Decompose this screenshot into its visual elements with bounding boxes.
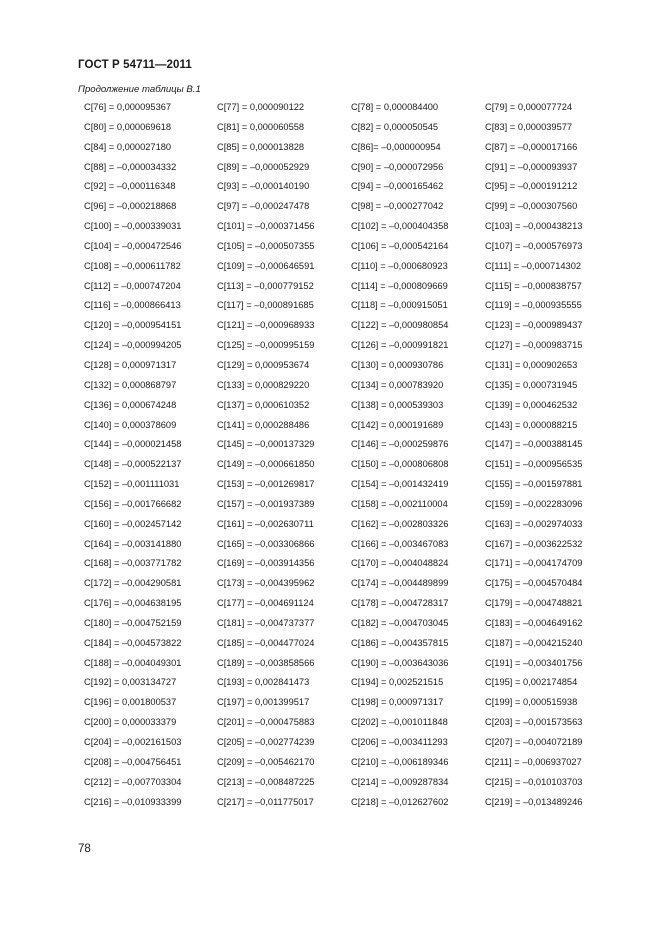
table-row (84, 634, 624, 654)
coefficient-cell: C[159] = –0,002283096 (485, 498, 583, 509)
coefficient-cell: C[120] = –0,000954151 (84, 320, 182, 331)
coefficient-cell: C[98] = –0,000277042 (351, 201, 444, 212)
coefficient-cell: C[173] = –0,004395962 (217, 578, 315, 589)
coefficient-cell: C[121] = –0,000968933 (217, 320, 315, 331)
table-row (84, 793, 624, 813)
table-row (84, 713, 624, 733)
coefficient-cell: C[211] = –0,006937027 (485, 756, 582, 767)
coefficient-cell: C[79] = 0,000077724 (485, 102, 573, 112)
coefficient-cell: C[188] = –0,004049301 (84, 657, 182, 668)
coefficient-cell: C[136] = 0,000674248 (84, 399, 177, 410)
coefficient-cell: C[149] = –0,000661850 (217, 459, 315, 470)
coefficient-cell: C[114] = –0,000809669 (351, 280, 448, 291)
table-row (84, 733, 624, 753)
coefficient-cell: C[134] = 0,000783920 (351, 379, 444, 390)
coefficient-cell: C[192] = 0,003134727 (84, 677, 177, 688)
coefficient-cell: C[106] = –0,000542164 (351, 240, 449, 251)
coefficient-cell: C[129] = 0,000953674 (217, 359, 310, 370)
coefficient-cell: C[77] = 0,000090122 (217, 102, 305, 112)
coefficient-cell: C[132] = 0,000868797 (84, 379, 177, 390)
table-row (84, 515, 624, 535)
table-row (84, 535, 624, 555)
table-row (84, 495, 624, 515)
coefficient-cell: C[186] = –0,004357815 (351, 637, 449, 648)
coefficient-cell: C[204] = –0,002161503 (84, 737, 182, 747)
coefficient-cell: C[82] = 0,000050545 (351, 121, 439, 132)
table-row (84, 356, 624, 376)
coefficient-cell: C[212] = –0,007703304 (84, 776, 182, 787)
coefficient-table (84, 98, 624, 812)
coefficient-cell: C[140] = 0,000378609 (84, 419, 177, 430)
coefficient-cell: C[180] = –0,004752159 (84, 617, 182, 628)
table-row (84, 177, 624, 197)
coefficient-cell: C[189] = –0,003858566 (217, 657, 315, 668)
coefficient-cell: C[96] = –0,000218868 (84, 201, 177, 212)
coefficient-cell: C[158] = –0,002110004 (351, 498, 448, 509)
coefficient-cell: C[105] = –0,000507355 (217, 240, 315, 251)
coefficient-cell: C[109] = –0,000646591 (217, 260, 315, 271)
table-row (84, 158, 624, 178)
coefficient-cell: C[92] = –0,000116348 (84, 181, 176, 192)
coefficient-cell: C[141] = 0,000288486 (217, 419, 310, 430)
page-number: 78 (78, 843, 91, 855)
coefficient-cell: C[126] = –0,000991821 (351, 340, 449, 351)
table-row (84, 753, 624, 773)
table-row (84, 455, 624, 475)
coefficient-cell: C[202] = –0,001011848 (351, 717, 448, 728)
coefficient-cell: C[148] = –0,000522137 (84, 459, 182, 470)
coefficient-cell: C[166] = –0,003467083 (351, 538, 449, 549)
coefficient-cell: C[128] = 0,000971317 (84, 359, 177, 370)
coefficient-cell: C[97] = –0,000247478 (217, 201, 310, 212)
coefficient-cell: C[171] = –0,004174709 (485, 558, 583, 569)
coefficient-cell: C[100] = –0,000339031 (84, 221, 182, 232)
coefficient-cell: C[89] = –0,000052929 (217, 161, 310, 172)
coefficient-cell: C[175] = –0,004570484 (485, 578, 583, 589)
coefficient-cell: C[102] = –0,000404358 (351, 221, 449, 232)
coefficient-cell: C[86]= –0,000000954 (351, 141, 441, 152)
coefficient-cell: C[156] = –0,001766682 (84, 498, 182, 509)
coefficient-cell: C[101] = –0,000371456 (217, 221, 315, 232)
coefficient-cell: C[200] = 0,000033379 (84, 717, 177, 728)
coefficient-cell: C[122] = –0,000980854 (351, 320, 449, 331)
coefficient-cell: C[130] = 0,000930786 (351, 359, 444, 370)
table-row (84, 574, 624, 594)
table-row (84, 475, 624, 495)
coefficient-cell: C[193] = 0,002841473 (217, 677, 310, 688)
coefficient-cell: C[147] = –0,000388145 (485, 439, 583, 450)
coefficient-cell: C[155] = –0,001597881 (485, 479, 583, 490)
coefficient-cell: C[217] = –0,011775017 (217, 796, 314, 807)
coefficient-cell: C[169] = –0,003914356 (217, 558, 315, 569)
coefficient-cell: C[142] = 0,000191689 (351, 419, 444, 430)
table-row (84, 98, 624, 118)
table-caption: Продолжение таблицы В.1 (78, 84, 201, 95)
coefficient-cell: C[146] = –0,000259876 (351, 439, 449, 450)
coefficient-cell: C[206] = –0,003411293 (351, 737, 448, 747)
coefficient-cell: C[218] = –0,012627602 (351, 796, 449, 807)
coefficient-cell: C[208] = –0,004756451 (84, 756, 182, 767)
coefficient-cell: C[104] = –0,000472546 (84, 240, 182, 251)
coefficient-cell: C[85] = 0,000013828 (217, 141, 305, 152)
coefficient-cell: C[201] = –0,000475883 (217, 717, 315, 728)
coefficient-cell: C[152] = –0,001111031 (84, 479, 180, 490)
coefficient-cell: C[78] = 0,000084400 (351, 102, 439, 112)
table-row (84, 673, 624, 693)
coefficient-cell: C[191] = –0,003401756 (485, 657, 583, 668)
coefficient-cell: C[95] = –0,000191212 (485, 181, 578, 192)
coefficient-cell: C[118] = –0,000915051 (351, 300, 448, 311)
coefficient-cell: C[150] = –0,000806808 (351, 459, 449, 470)
coefficient-cell: C[172] = –0,004290581 (84, 578, 182, 589)
table-row (84, 296, 624, 316)
coefficient-cell: C[160] = –0,002457142 (84, 518, 182, 529)
coefficient-cell: C[133] = 0,000829220 (217, 379, 310, 390)
table-row (84, 594, 624, 614)
coefficient-cell: C[80] = 0,000069618 (84, 121, 172, 132)
table-row (84, 257, 624, 277)
coefficient-cell: C[153] = –0,001269817 (217, 479, 315, 490)
coefficient-cell: C[112] = –0,000747204 (84, 280, 181, 291)
coefficient-cell: C[176] = –0,004638195 (84, 598, 182, 609)
table-row (84, 237, 624, 257)
coefficient-cell: C[178] = –0,004728317 (351, 598, 449, 609)
coefficient-cell: C[143] = 0,000088215 (485, 419, 578, 430)
coefficient-cell: C[177] = –0,004691124 (217, 598, 314, 609)
coefficient-cell: C[111] = –0,000714302 (485, 260, 582, 271)
coefficient-cell: C[187] = –0,004215240 (485, 637, 583, 648)
coefficient-cell: C[139] = 0,000462532 (485, 399, 578, 410)
coefficient-cell: C[205] = –0,002774239 (217, 737, 315, 747)
coefficient-cell: C[190] = –0,003643036 (351, 657, 449, 668)
coefficient-cell: C[137] = 0,000610352 (217, 399, 310, 410)
table-row (84, 217, 624, 237)
coefficient-cell: C[198] = 0,000971317 (351, 697, 444, 708)
table-row (84, 376, 624, 396)
coefficient-cell: C[194] = 0,002521515 (351, 677, 444, 688)
table-row (84, 277, 624, 297)
coefficient-cell: C[116] = –0,000866413 (84, 300, 181, 311)
coefficient-cell: C[83] = 0,000039577 (485, 121, 573, 132)
coefficient-cell: C[157] = –0,001937389 (217, 498, 315, 509)
coefficient-cell: C[151] = –0,000956535 (485, 459, 583, 470)
coefficient-cell: C[184] = –0,004573822 (84, 637, 182, 648)
coefficient-cell: C[215] = –0,010103703 (485, 776, 583, 787)
coefficient-cell: C[88] = –0,000034332 (84, 161, 177, 172)
table-row (84, 138, 624, 158)
coefficient-cell: C[91] = –0,000093937 (485, 161, 578, 172)
coefficient-cell: C[162] = –0,002803326 (351, 518, 449, 529)
document-header: ГОСТ Р 54711—2011 (78, 59, 192, 71)
coefficient-cell: C[117] = –0,000891685 (217, 300, 314, 311)
coefficient-cell: C[154] = –0,001432419 (351, 479, 449, 490)
coefficient-cell: C[110] = –0,000680923 (351, 260, 448, 271)
coefficient-cell: C[207] = –0,004072189 (485, 737, 583, 747)
coefficient-cell: C[135] = 0,000731945 (485, 379, 578, 390)
coefficient-cell: C[213] = –0,008487225 (217, 776, 315, 787)
coefficient-cell: C[108] = –0,000611782 (84, 260, 181, 271)
table-row (84, 118, 624, 138)
table-row (84, 654, 624, 674)
coefficient-cell: C[203] = –0,001573563 (485, 717, 583, 728)
coefficient-cell: C[76] = 0,000095367 (84, 102, 172, 112)
table-row (84, 316, 624, 336)
coefficient-cell: C[107] = –0,000576973 (485, 240, 583, 251)
coefficient-cell: C[214] = –0,009287834 (351, 776, 449, 787)
coefficient-cell: C[81] = 0,000060558 (217, 121, 305, 132)
coefficient-cell: C[115] = –0,000838757 (485, 280, 582, 291)
coefficient-cell: C[170] = –0,004048824 (351, 558, 449, 569)
coefficient-cell: C[174] = –0,004489899 (351, 578, 449, 589)
coefficient-cell: C[183] = –0,004649162 (485, 617, 583, 628)
table-row (84, 396, 624, 416)
coefficient-cell: C[165] = –0,003306866 (217, 538, 315, 549)
table-row (84, 435, 624, 455)
coefficient-cell: C[127] = –0,000983715 (485, 340, 583, 351)
coefficient-cell: C[195] = 0,002174854 (485, 677, 578, 688)
coefficient-cell: C[119] = –0,000935555 (485, 300, 582, 311)
coefficient-cell: C[199] = 0,000515938 (485, 697, 578, 708)
coefficient-cell: C[138] = 0,000539303 (351, 399, 444, 410)
table-row (84, 773, 624, 793)
table-row (84, 416, 624, 436)
coefficient-cell: C[113] = –0,000779152 (217, 280, 314, 291)
coefficient-cell: C[145] = –0,000137329 (217, 439, 315, 450)
coefficient-cell: C[94] = –0,000165462 (351, 181, 444, 192)
coefficient-cell: C[216] = –0,010933399 (84, 796, 182, 807)
coefficient-cell: C[197] = 0,001399517 (217, 697, 310, 708)
table-row (84, 554, 624, 574)
coefficient-cell: C[185] = –0,004477024 (217, 637, 315, 648)
table-row (84, 614, 624, 634)
coefficient-cell: C[99] = –0,000307560 (485, 201, 578, 212)
coefficient-cell: C[84] = 0,000027180 (84, 141, 172, 152)
coefficient-cell: C[161] = –0,002630711 (217, 518, 314, 529)
coefficient-cell: C[93] = –0,000140190 (217, 181, 310, 192)
coefficient-cell: C[164] = –0,003141880 (84, 538, 182, 549)
coefficient-cell: C[123] = –0,000989437 (485, 320, 583, 331)
coefficient-cell: C[90] = –0,000072956 (351, 161, 444, 172)
coefficient-cell: C[124] = –0,000994205 (84, 340, 182, 351)
coefficient-cell: C[196] = 0,001800537 (84, 697, 177, 708)
coefficient-cell: C[210] = –0,006189346 (351, 756, 449, 767)
coefficient-cell: C[181] = –0,004737377 (217, 617, 315, 628)
coefficient-cell: C[182] = –0,004703045 (351, 617, 449, 628)
table-row (84, 336, 624, 356)
coefficient-cell: C[87] = –0,000017166 (485, 141, 578, 152)
coefficient-cell: C[144] = –0,000021458 (84, 439, 182, 450)
coefficient-cell: C[219] = –0,013489246 (485, 796, 583, 807)
coefficient-cell: C[131] = 0,000902653 (485, 359, 578, 370)
coefficient-cell: C[209] = –0,005462170 (217, 756, 315, 767)
coefficient-cell: C[125] = –0,000995159 (217, 340, 315, 351)
coefficient-cell: C[168] = –0,003771782 (84, 558, 182, 569)
coefficient-cell: C[163] = –0,002974033 (485, 518, 583, 529)
table-row (84, 197, 624, 217)
coefficient-cell: C[103] = –0,000438213 (485, 221, 583, 232)
coefficient-cell: C[179] = –0,004748821 (485, 598, 583, 609)
coefficient-cell: C[167] = –0,003622532 (485, 538, 583, 549)
table-row (84, 693, 624, 713)
